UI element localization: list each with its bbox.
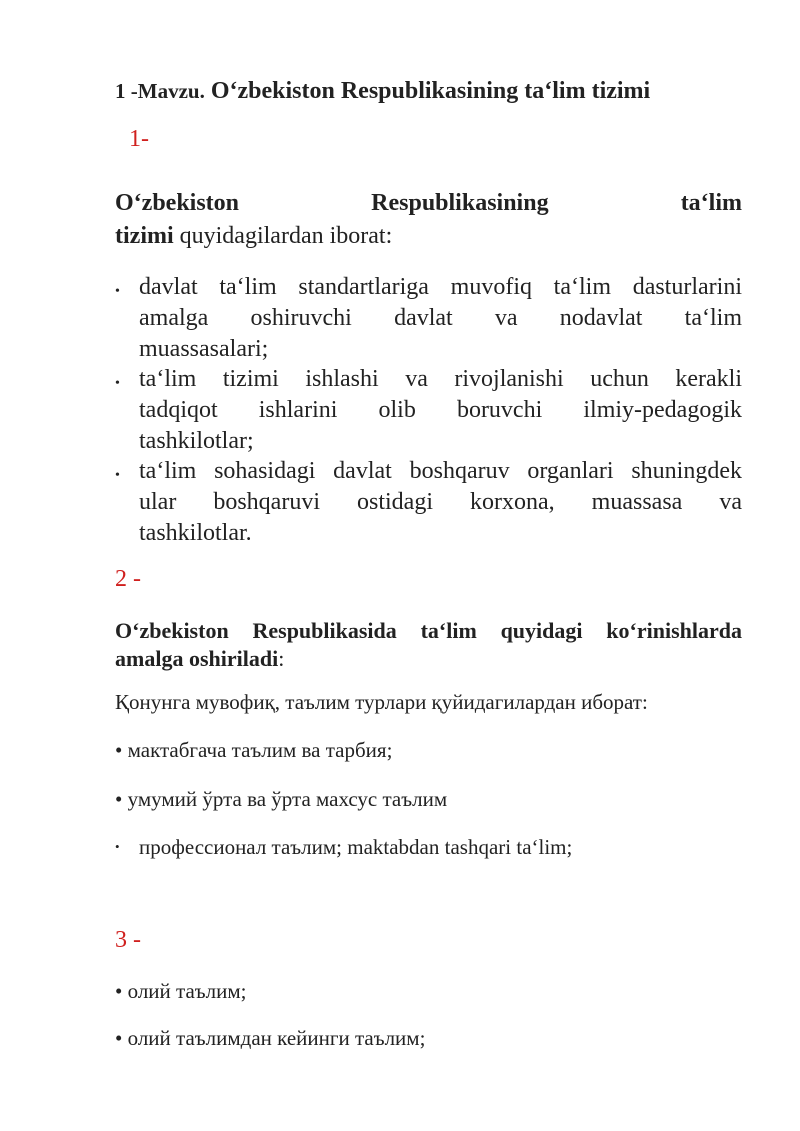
bullet-icon: •: [115, 284, 120, 299]
page-title: [115, 78, 650, 105]
heading-word: O‘zbekiston: [115, 190, 240, 216]
section1-heading-line1: [115, 190, 742, 217]
list-item-line: ular boshqaruvi ostidagi korxona, muassasa va: [139, 489, 742, 515]
list-item-line: amalga oshiruvchi davlat va nodavlat ta‘lim: [139, 305, 742, 331]
list-item-line: ta‘lim tizimi ishlashi va rivojlanishi uchun kerakli: [139, 366, 742, 392]
list-item: • олий таълимдан кейинги таълим;: [115, 1026, 426, 1050]
list-item: [115, 456, 742, 549]
section-number-3: 3 -: [115, 927, 141, 953]
list-item-line: tadqiqot ishlarini olib boruvchi ilmiy-pedagogik: [139, 397, 742, 423]
section1-heading-line2: [115, 221, 392, 252]
bullet-icon: •: [115, 468, 120, 483]
section2-heading: [115, 617, 742, 673]
section2-intro: Қонунга мувофиқ, таълим турлари қуйидагилардан иборат:: [115, 690, 648, 714]
list-item-line: tashkilotlar.: [139, 520, 252, 546]
bullet-icon: •: [115, 839, 120, 854]
heading-rest: :: [278, 646, 285, 671]
list-item-line: davlat ta‘lim standartlariga muvofiq ta‘lim dasturlarini: [139, 274, 742, 300]
title-main: O‘zbekiston Respublikasining ta‘lim tizimi: [210, 78, 651, 104]
list-item-line: ta‘lim sohasidagi davlat boshqaruv organlari shuningdek: [139, 458, 742, 484]
list-item-text: профессионал таълим; maktabdan tashqari ta‘lim;: [139, 835, 573, 859]
heading-bold-word: amalga oshiriladi: [115, 646, 279, 671]
list-item: • мактабгача таълим ва тарбия;: [115, 738, 393, 762]
section2-heading-line1: O‘zbekiston Respublikasida ta‘lim quyidagi ko‘rinishlarda: [115, 618, 742, 643]
list-item: [115, 835, 742, 860]
list-item-line: muassasalari;: [139, 336, 269, 362]
list-item: • олий таълим;: [115, 979, 247, 1003]
title-prefix: 1 -Mavzu.: [115, 79, 205, 103]
section2-heading-line2: [115, 645, 742, 673]
list-item: [115, 272, 742, 365]
section-number-2: 2 -: [115, 566, 141, 592]
list-item: • умумий ўрта ва ўрта махсус таълим: [115, 787, 448, 811]
section-number-1: 1-: [129, 126, 149, 152]
list-item: [115, 364, 742, 457]
list-item-line: tashkilotlar;: [139, 428, 254, 454]
heading-word: ta‘lim: [680, 190, 742, 216]
bullet-icon: •: [115, 376, 120, 391]
heading-rest: quyidagilardan iborat:: [173, 223, 393, 249]
heading-bold-word: tizimi: [115, 223, 174, 249]
heading-word: Respublikasining: [371, 190, 549, 216]
